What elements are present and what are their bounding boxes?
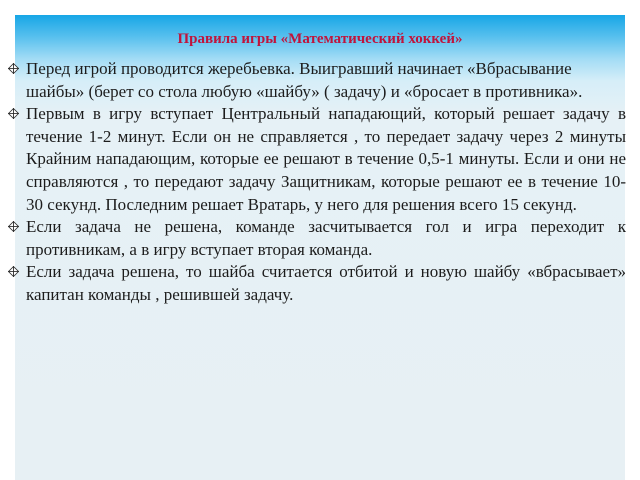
bullet-text: Перед игрой проводится жеребьевка. Выигравший начинает «Вбрасывание шайбы» (берет со стола любую «шайбу» ( задачу) и «бросает в противника». xyxy=(26,59,583,101)
four-arrow-bullet-icon xyxy=(8,108,19,119)
bullet-item xyxy=(8,103,626,216)
bullet-item xyxy=(8,261,626,306)
four-arrow-bullet-icon xyxy=(8,266,19,277)
bullet-text: Если задача решена, то шайба считается отбитой и новую шайбу «вбрасывает» капитан команды , решившей задачу. xyxy=(26,262,626,304)
bullet-text: Первым в игру вступает Центральный нападающий, который решает задачу в течение 1-2 минут. Если он не справляется , то передает задачу через 2 минуты Крайним нападающим, которые ее решают в течение 0,5-1 минуты. Если и они не справляются , то передают задачу Защитникам, которые решают ее в течение 10- 30 секунд. Последним решает Вратарь, у него для решения всего 15 секунд. xyxy=(26,104,626,214)
bullet-item xyxy=(8,216,626,261)
bullet-text: Если задача не решена, команде засчитывается гол и игра переходит к противникам, а в игру вступает вторая команда. xyxy=(26,217,626,259)
four-arrow-bullet-icon xyxy=(8,221,19,232)
slide-title: Правила игры «Математический хоккей» xyxy=(177,31,463,47)
four-arrow-bullet-icon xyxy=(8,63,19,74)
bullet-list xyxy=(8,58,626,307)
bullet-item xyxy=(8,58,626,103)
